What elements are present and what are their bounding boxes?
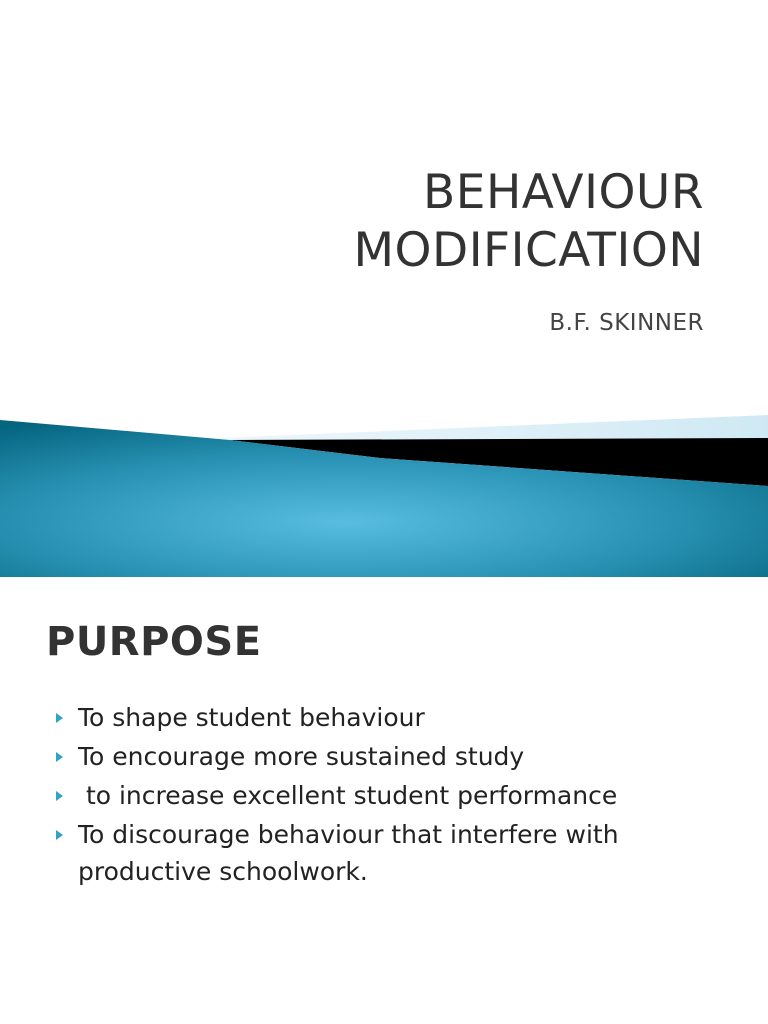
bullet-item [52, 699, 742, 736]
triangle-right-icon [56, 752, 63, 762]
slide-title-line-2: MODIFICATION [353, 223, 704, 278]
slide-subtitle: B.F. SKINNER [549, 310, 704, 336]
bullet-text: To encourage more sustained study [78, 742, 525, 771]
bullet-text: to increase excellent student performance [78, 781, 618, 810]
triangle-right-icon [56, 713, 63, 723]
bullet-text: To shape student behaviour [78, 703, 425, 732]
bullet-item [52, 777, 742, 814]
slide-title [353, 164, 704, 280]
bullet-item [52, 738, 742, 775]
slide-title-line-1: BEHAVIOUR [423, 165, 704, 220]
purpose-slide [0, 577, 768, 1024]
triangle-right-icon [56, 830, 63, 840]
bullet-item [52, 816, 742, 890]
decorative-band [0, 400, 768, 577]
purpose-bullet-list [52, 699, 742, 892]
purpose-heading: PURPOSE [46, 619, 262, 665]
bullet-text: To discourage behaviour that interfere with productive schoolwork. [78, 820, 619, 886]
band-pale-stripe [220, 415, 768, 442]
triangle-right-icon [56, 791, 63, 801]
